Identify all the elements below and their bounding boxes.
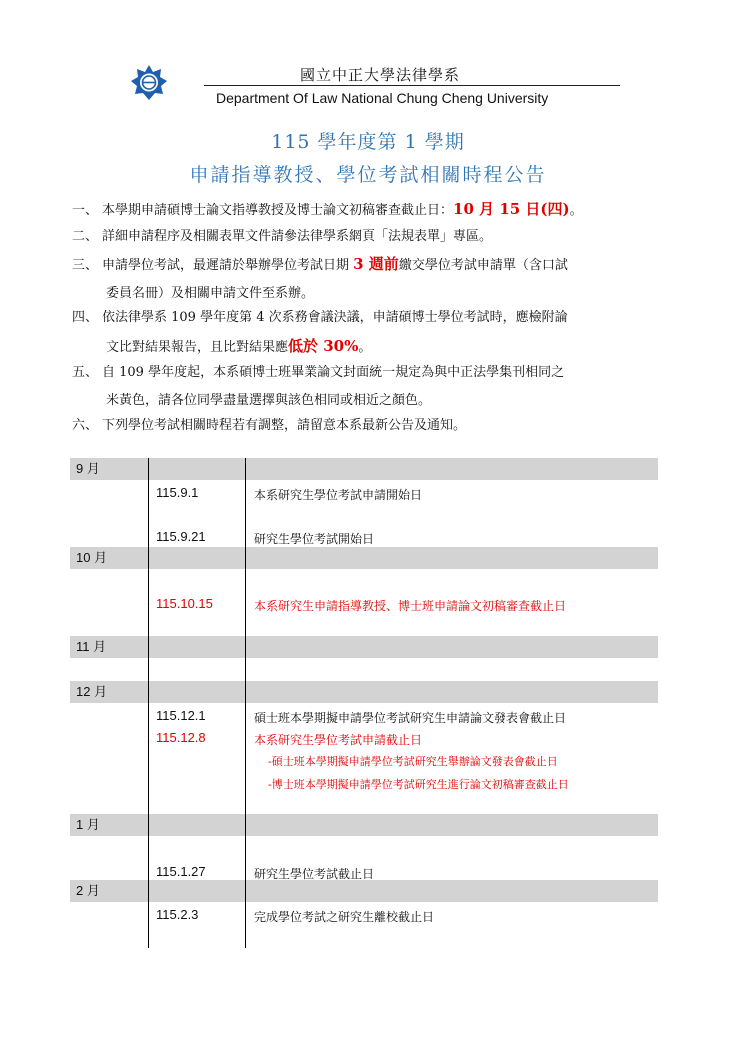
month-label: 9 月 [76, 461, 100, 476]
notice-item-3: 三、 申請學位考試，最遲請於舉辦學位考試日期 3 週前繳交學位考試申請單（含口試 委員名冊）及相關申請文件至系辦。 [72, 255, 568, 301]
department-name-chinese: 國立中正大學法律學系 [300, 66, 461, 84]
month-label: 2 月 [76, 883, 100, 898]
schedule-subnote: -碩士班本學期擬申請學位考試研究生舉辦論文發表會截止日 [268, 755, 558, 768]
schedule-date: 115.9.1 [156, 485, 199, 500]
schedule-desc: 研究生學位考試開始日 [254, 532, 375, 546]
schedule-date: 115.9.21 [156, 529, 206, 544]
schedule-desc: 完成學位考試之研究生離校截止日 [254, 910, 435, 924]
schedule-date: 115.1.27 [156, 864, 206, 879]
month-label: 1 月 [76, 817, 100, 832]
schedule-date: 115.12.1 [156, 708, 206, 723]
month-label: 11 月 [76, 639, 107, 654]
month-label: 12 月 [76, 684, 108, 699]
month-band-feb [70, 880, 658, 902]
schedule-subnote: -博士班本學期擬申請學位考試研究生進行論文初稿審查截止日 [268, 778, 569, 791]
schedule-desc: 本系研究生申請指導教授、博士班申請論文初稿審查截止日 [254, 599, 567, 613]
month-band-oct [70, 547, 658, 569]
university-logo [130, 64, 168, 102]
month-band-nov [70, 636, 658, 658]
month-band-sep [70, 458, 658, 480]
schedule-desc: 本系研究生學位考試申請開始日 [254, 488, 423, 502]
schedule-desc: 研究生學位考試截止日 [254, 867, 375, 881]
schedule-desc: 本系研究生學位考試申請截止日 [254, 733, 423, 747]
notice-item-6: 六、 下列學位考試相關時程若有調整，請留意本系最新公告及通知。 [72, 418, 467, 433]
notice-item-4: 四、 依法律學系 109 學年度第 4 次系務會議決議，申請碩博士學位考試時，應檢附論 文比對結果報告，且比對結果應低於 30%。 [72, 310, 568, 355]
similarity-highlight: 低於 30% [288, 337, 359, 355]
schedule-date: 115.2.3 [156, 907, 199, 922]
schedule-desc: 碩士班本學期擬申請學位考試研究生申請論文發表會截止日 [254, 711, 567, 725]
announcement-term-title: 115 學年度第 1 學期 [271, 131, 465, 153]
header-divider [204, 85, 620, 86]
month-label: 10 月 [76, 550, 108, 565]
notice-item-5: 五、 自 109 學年度起，本系碩博士班畢業論文封面統一規定為與中正法學集刊相同之 米黃色，請各位同學盡量選擇與該色相同或相近之顏色。 [72, 365, 565, 408]
schedule-table [70, 458, 658, 948]
table-divider [148, 458, 149, 948]
weeks-highlight: 3 週前 [353, 255, 399, 273]
notice-item-2: 二、 詳細申請程序及相關表單文件請參法律學系網頁「法規表單」專區。 [72, 229, 493, 244]
notice-item-1: 一、 本學期申請碩博士論文指導教授及博士論文初稿審查截止日：10 月 15 日(四)。 [72, 200, 583, 218]
month-band-jan [70, 814, 658, 836]
deadline-highlight: 10 月 15 日(四) [453, 200, 570, 218]
announcement-title: 申請指導教授、學位考試相關時程公告 [189, 164, 547, 186]
table-divider [245, 458, 246, 948]
department-name-english: Department Of Law National Chung Cheng University [216, 90, 549, 106]
schedule-date: 115.10.15 [156, 596, 213, 611]
schedule-date: 115.12.8 [156, 730, 206, 745]
month-band-dec [70, 681, 658, 703]
